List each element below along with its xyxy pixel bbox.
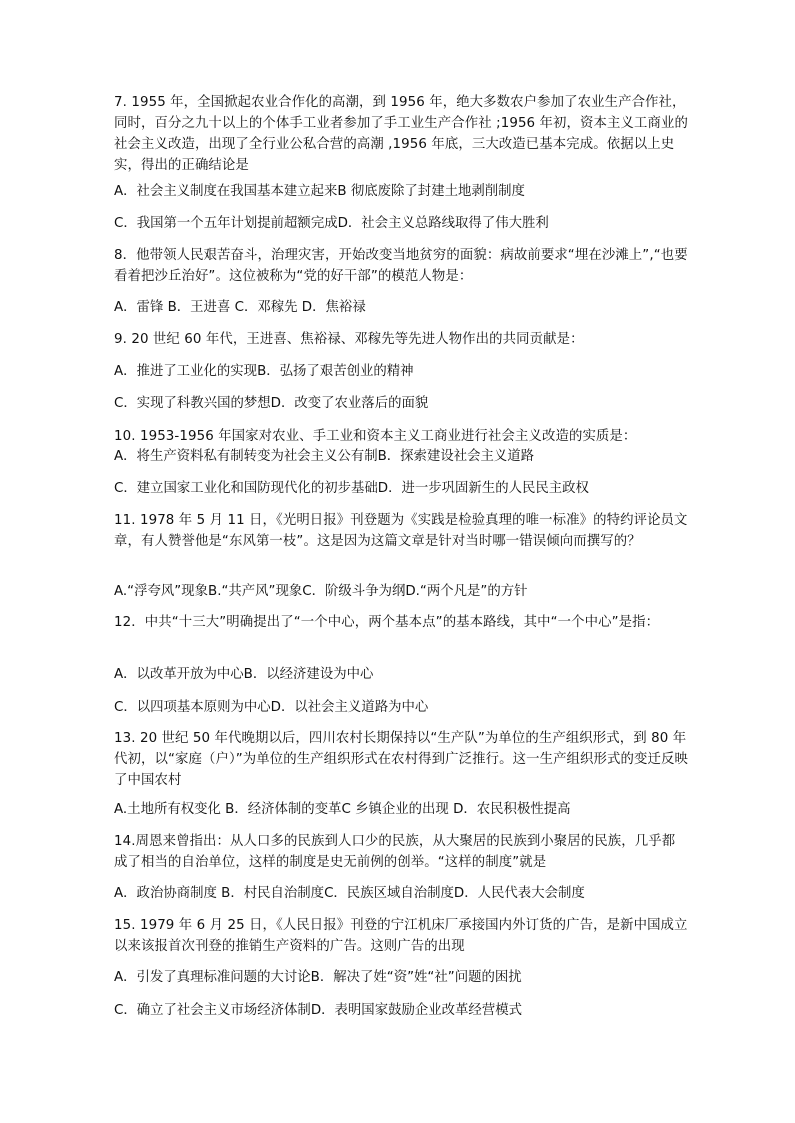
- question-10-stem: 10. 1953-1956 年国家对农业、手工业和资本主义工商业进行社会主义改造的实质是：: [114, 429, 637, 444]
- question-9-option-line-2: C．实现了科教兴国的梦想D．改变了农业落后的面貌: [114, 396, 429, 411]
- question-15-stem: 15. 1979 年 6 月 25 日，《人民日报》刊登的宁江机床厂承接国内外订货的广告，是新中国成立以来该报首次刊登的推销生产资料的广告。这则广告的出现: [114, 918, 688, 954]
- question-14-options: A．政治协商制度 B．村民自治制度C．民族区域自治制度D．人民代表大会制度: [114, 886, 585, 901]
- question-8-stem: 8．他带领人民艰苦奋斗，治理灾害，开始改变当地贫穷的面貌：病故前要求“埋在沙滩上”,“也要看着把沙丘治好”。这位被称为“党的好干部”的模范人物是：: [114, 248, 688, 284]
- question-15-option-line-2: C．确立了社会主义市场经济体制D．表明国家鼓励企业改革经营模式: [114, 1003, 522, 1018]
- question-12-stem: 12．中共“十三大”明确提出了“一个中心，两个基本点”的基本路线，其中“一个中心”是指：: [114, 615, 660, 630]
- question-7-option-line-2: C．我国第一个五年计划提前超额完成D．社会主义总路线取得了伟大胜利: [114, 216, 549, 231]
- question-11-stem: 11. 1978 年 5 月 11 日，《光明日报》刊登题为《实践是检验真理的唯一标准》的特约评论员文章，有人赞誉他是“东风第一枝”。这是因为这篇文章是针对当时哪一错误倾向而撰写的？: [114, 513, 688, 549]
- question-14-stem: 14.周恩来曾指出：从人口多的民族到人口少的民族，从大聚居的民族到小聚居的民族，几乎都成了相当的自治单位，这样的制度是史无前例的创举。“这样的制度”就是: [114, 834, 676, 870]
- question-10-option-line-1: A．将生产资料私有制转变为社会主义公有制B．探索建设社会主义道路: [114, 449, 535, 464]
- question-15-option-line-1: A．引发了真理标准问题的大讨论B．解决了姓“资”姓“社”问题的困扰: [114, 970, 522, 985]
- question-13-stem: 13. 20 世纪 50 年代晚期以后，四川农村长期保持以“生产队”为单位的生产组织形式，到 80 年代初，以“家庭（户）”为单位的生产组织形式在农村得到广泛推行。这一生产组织形式的变迁反映了中国农村: [114, 731, 688, 788]
- question-12-option-line-1: A．以改革开放为中心B．以经济建设为中心: [114, 667, 374, 682]
- question-7-option-line-1: A．社会主义制度在我国基本建立起来B 彻底废除了封建土地剥削制度: [114, 184, 525, 199]
- question-9-stem: 9. 20 世纪 60 年代，王进喜、焦裕禄、邓稼先等先进人物作出的共同贡献是：: [114, 332, 584, 347]
- question-12-option-line-2: C．以四项基本原则为中心D．以社会主义道路为中心: [114, 700, 429, 715]
- question-9-option-line-1: A．推进了工业化的实现B．弘扬了艰苦创业的精神: [114, 364, 414, 379]
- question-11-options: A.“浮夸风”现象B.“共产风”现象C．阶级斗争为纲D.“两个凡是”的方针: [114, 584, 528, 599]
- question-7-stem: 7. 1955 年，全国掀起农业合作化的高潮，到 1956 年，绝大多数农户参加了农业生产合作社，同时，百分之九十以上的个体手工业者参加了手工业生产合作社 ;1956 年初，资本主义工商业的社会主义改造，出现了全行业公私合营的高潮 ,1956 年底，三大改造已基本完成。依据以上史实，得出的正确结论是: [114, 95, 688, 173]
- question-10-option-line-2: C．建立国家工业化和国防现代化的初步基础D．进一步巩固新生的人民民主政权: [114, 481, 589, 496]
- question-8-options: A．雷锋 B．王进喜 C．邓稼先 D．焦裕禄: [114, 300, 366, 315]
- question-13-options: A.土地所有权变化 B．经济体制的变革C 乡镇企业的出现 D．农民积极性提高: [114, 802, 571, 817]
